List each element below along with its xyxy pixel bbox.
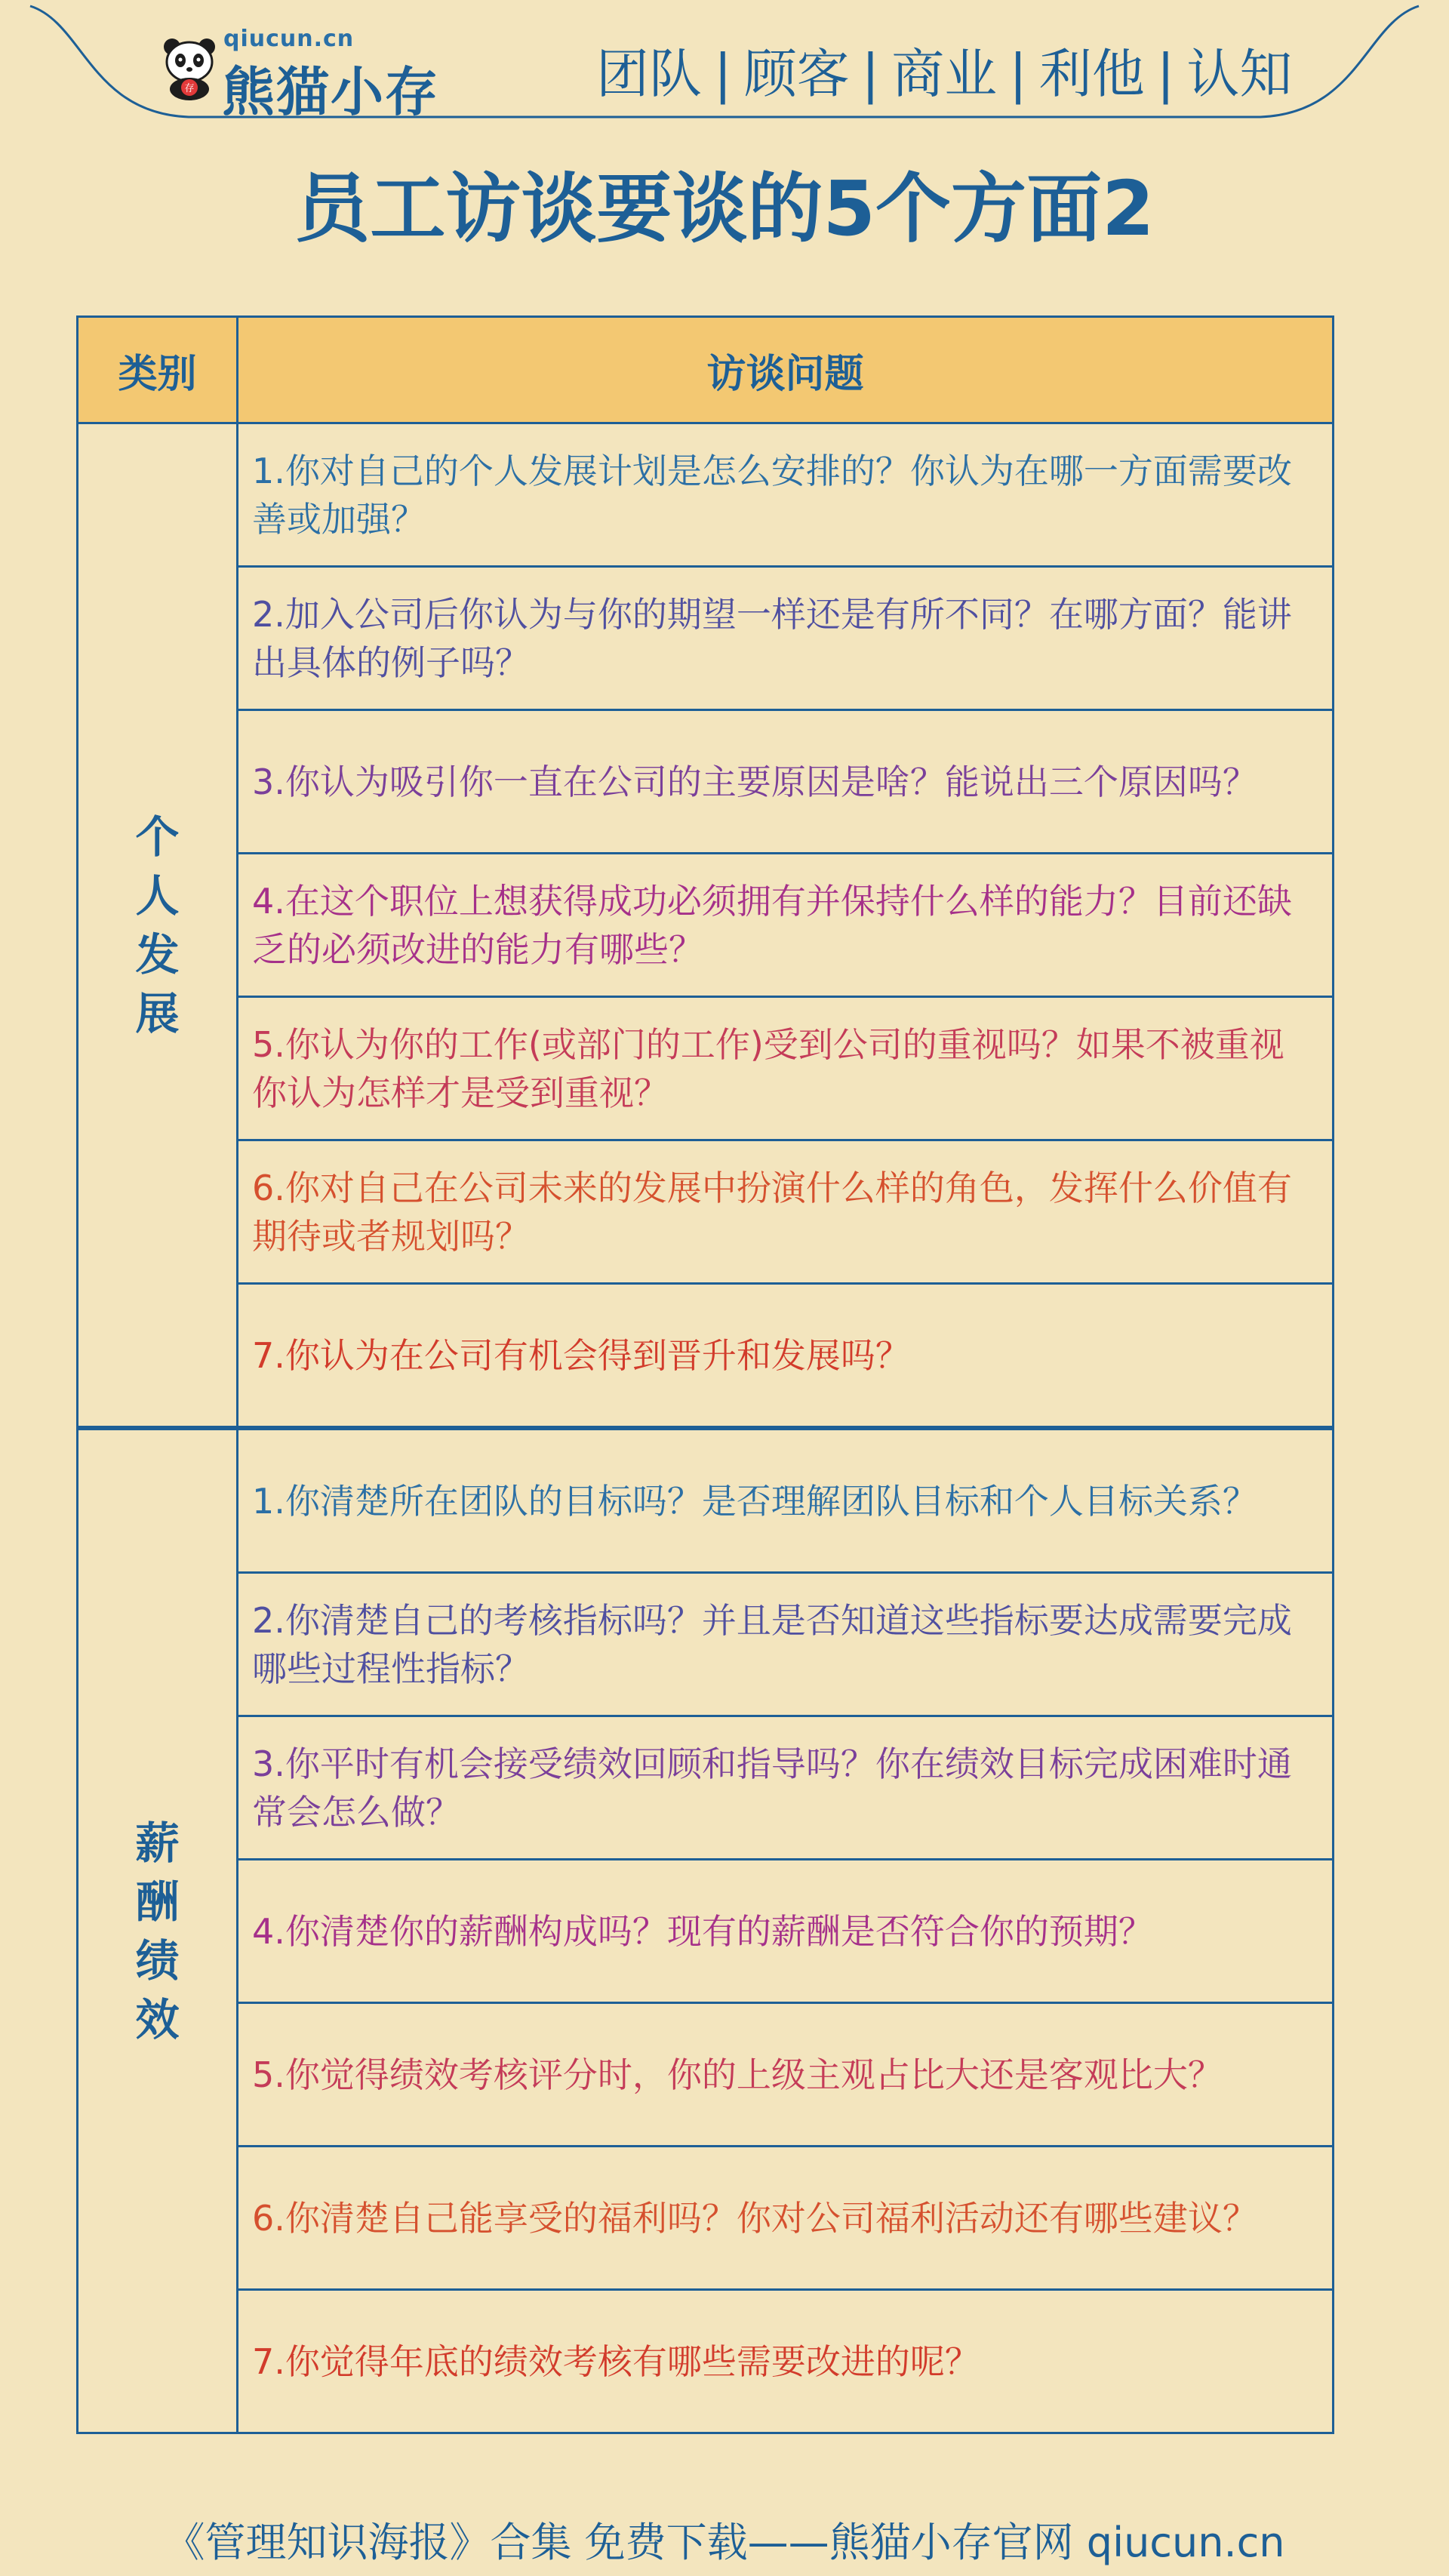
question-cell: 7.你认为在公司有机会得到晋升和发展吗？ (238, 1284, 1334, 1429)
table-row (78, 1140, 1334, 1284)
table-header-row (78, 317, 1334, 423)
question-cell: 4.你清楚你的薪酬构成吗？现有的薪酬是否符合你的预期？ (238, 1860, 1334, 2003)
nav-item-team[interactable]: 团队 (596, 43, 702, 105)
question-cell: 7.你觉得年底的绩效考核有哪些需要改进的呢？ (238, 2290, 1334, 2433)
table-row (78, 1428, 1334, 1573)
nav-separator: | (1156, 43, 1175, 105)
table-row (78, 1860, 1334, 2003)
table-row (78, 2290, 1334, 2433)
page-title: 员工访谈要谈的5个方面2 (294, 165, 1155, 253)
brand-logo[interactable] (160, 21, 477, 123)
table-row (78, 1573, 1334, 1716)
footer-text[interactable]: 《管理知识海报》合集 免费下载——熊猫小存官网 qiucun.cn (164, 2519, 1285, 2566)
question-cell: 5.你认为你的工作(或部门的工作)受到公司的重视吗？如果不被重视你认为怎样才是受到重视？ (238, 997, 1334, 1140)
question-cell: 2.加入公司后你认为与你的期望一样还是有所不同？在哪方面？能讲出具体的例子吗？ (238, 567, 1334, 710)
question-cell: 1.你清楚所在团队的目标吗？是否理解团队目标和个人目标关系？ (238, 1428, 1334, 1573)
nav-separator: | (861, 43, 880, 105)
category-cell (78, 423, 238, 1429)
table-row (78, 710, 1334, 854)
table-row (78, 423, 1334, 567)
category-cell (78, 1428, 238, 2433)
panda-icon (160, 36, 219, 101)
question-cell: 3.你平时有机会接受绩效回顾和指导吗？你在绩效目标完成困难时通常会怎么做？ (238, 1716, 1334, 1860)
brand-name: 熊猫小存 (222, 61, 439, 123)
question-cell: 2.你清楚自己的考核指标吗？并且是否知道这些指标要达成需要完成哪些过程性指标？ (238, 1573, 1334, 1716)
nav-separator: | (1009, 43, 1027, 105)
table-row (78, 567, 1334, 710)
table-row (78, 1284, 1334, 1429)
category-label: 薪酬绩效 (135, 1817, 180, 2045)
nav-item-customer[interactable]: 顾客 (743, 43, 850, 105)
table-row (78, 854, 1334, 997)
nav-item-altruism[interactable]: 利他 (1038, 43, 1145, 105)
table-row (78, 1716, 1334, 1860)
table-row (78, 997, 1334, 1140)
table-row (78, 2147, 1334, 2290)
top-nav (596, 32, 1293, 105)
question-cell: 4.在这个职位上想获得成功必须拥有并保持什么样的能力？目前还缺乏的必须改进的能力有哪些？ (238, 854, 1334, 997)
question-cell: 3.你认为吸引你一直在公司的主要原因是啥？能说出三个原因吗？ (238, 710, 1334, 854)
brand-domain: qiucun.cn (223, 26, 355, 52)
nav-item-cognition[interactable]: 认知 (1186, 43, 1293, 105)
column-header-question: 访谈问题 (238, 317, 1334, 423)
question-cell: 6.你对自己在公司未来的发展中扮演什么样的角色，发挥什么价值有期待或者规划吗？ (238, 1140, 1334, 1284)
nav-item-business[interactable]: 商业 (891, 43, 998, 105)
table-row (78, 2003, 1334, 2147)
question-cell: 5.你觉得绩效考核评分时，你的上级主观占比大还是客观比大？ (238, 2003, 1334, 2147)
question-cell: 1.你对自己的个人发展计划是怎么安排的？你认为在哪一方面需要改善或加强？ (238, 423, 1334, 567)
category-label: 个人发展 (135, 811, 180, 1039)
column-header-category: 类别 (78, 317, 238, 423)
interview-table (76, 315, 1334, 2434)
svg-text:存: 存 (184, 83, 195, 94)
question-cell: 6.你清楚自己能享受的福利吗？你对公司福利活动还有哪些建议？ (238, 2147, 1334, 2290)
nav-separator: | (714, 43, 732, 105)
